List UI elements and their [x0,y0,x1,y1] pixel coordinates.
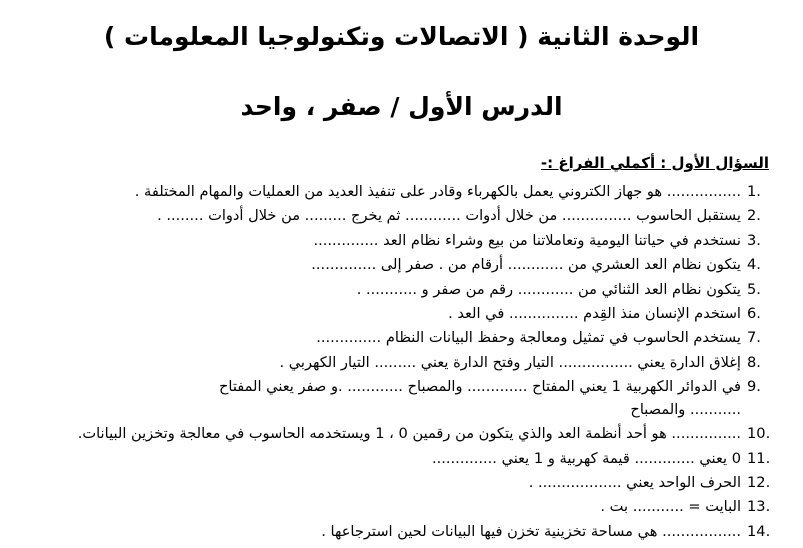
lesson-title: الدرس الأول / صفر ، واحد [240,92,563,121]
item-text: 0 يعني ............. قيمة كهربية و 1 يعني .............. [431,449,741,467]
item-text: ................ هو جهاز الكتروني يعمل بالكهرباء وقادر على تنفيذ العديد من العمليات والمهام المختلفة . [134,183,741,200]
list-item [1,422,781,446]
item-number: 9. [747,378,761,396]
item-number: 12. [747,473,771,491]
item-number: 11. [747,449,771,467]
item-number: 8. [747,353,761,371]
item-text: ............... هو أحد أنظمة العد والذي يتكون من رقمين 0 ، 1 ويستخدمه الحاسوب في معالجة وتخزين البيانات. [77,425,741,443]
item-number: 1. [747,183,761,200]
item-text: يستقبل الحاسوب ............... من خلال أدوات ............ ثم يخرج ......... من خلال أدوات ........ . [157,207,741,225]
list-item [1,471,781,495]
list-item [1,253,781,277]
list-item [1,204,781,228]
list-item [1,180,781,204]
item-text: يتكون نظام العد العشري من ............ أرقام من . صفر إلى .............. [311,256,741,274]
item-text: البايت = ........... بت . [600,498,741,516]
list-item [1,278,781,302]
item-number: 10. [747,425,771,443]
item-number: 4. [747,256,761,274]
item-number: 7. [747,329,761,347]
item-number: 14. [747,522,771,540]
question-list [1,180,781,544]
list-item [1,447,781,471]
item-text: نستخدم في حياتنا اليومية وتعاملاتنا من بيع وشراء نظام العد .............. [313,231,741,249]
list-item [1,495,781,519]
list-item [1,302,781,326]
list-item [1,520,781,544]
item-number: 6. [747,304,761,322]
item-number: 2. [747,207,761,225]
item-text: في الدوائر الكهربية 1 يعني المفتاح ............. والمصباح ............ .و صفر يعني المفتاح [218,378,741,396]
list-item [1,375,781,422]
item-text: يتكون نظام العد الثنائي من ............ رقم من صفر و ........... . [356,280,741,298]
list-item [1,351,781,375]
item-text: الحرف الواحد يعني .................. . [528,473,741,491]
list-item [1,326,781,350]
item-text: إغلاق الدارة يعني ................ التيار وفتح الدارة يعني ......... التيار الكهربي . [279,353,741,371]
item-number: 3. [747,231,761,249]
item-text: ................. هي مساحة تخزينية تخزن فيها البيانات لحين استرجاعها . [321,522,741,540]
item-text-continued: ........... والمصباح [630,401,741,419]
item-text: يستخدم الحاسوب في تمثيل ومعالجة وحفظ البيانات النظام .............. [316,329,741,347]
list-item [1,229,781,253]
item-number: 5. [747,280,761,298]
item-text: استخدم الإنسان منذ القِدم ............... في العد . [448,304,741,322]
unit-title: الوحدة الثانية ( الاتصالات وتكنولوجيا المعلومات ) [103,22,700,51]
question-heading: السؤال الأول : أكملي الفراغ :- [540,154,769,172]
item-number: 13. [747,498,771,516]
